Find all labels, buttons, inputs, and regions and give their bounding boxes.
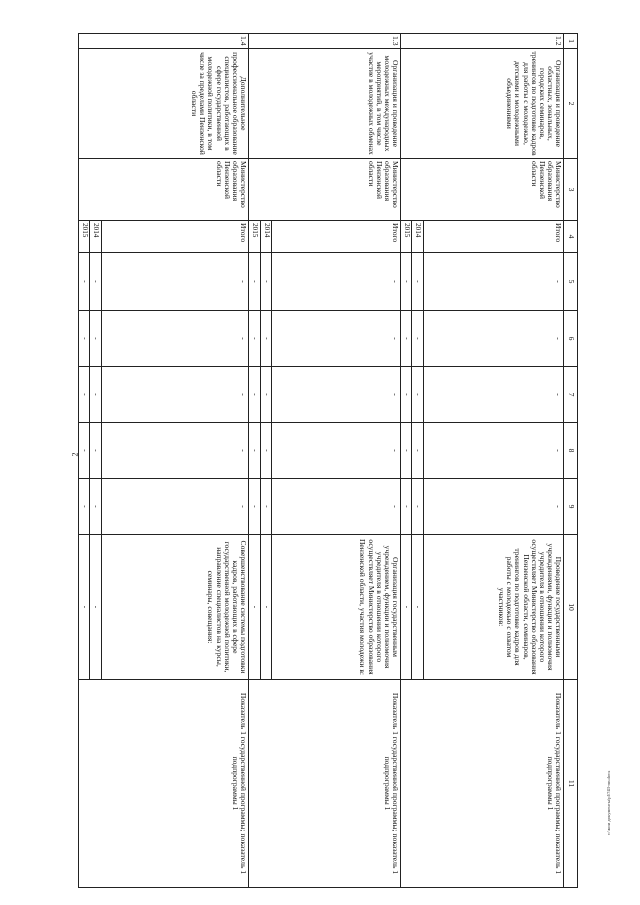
value-cell: - <box>249 311 260 367</box>
value-cell: - <box>90 479 101 535</box>
itogo-cell: Итого <box>101 221 248 253</box>
row-number: 1.4 <box>79 34 249 49</box>
value-cell: - <box>412 479 423 535</box>
result-value-cell: - <box>260 535 271 680</box>
year-cell: 2014 <box>412 221 423 253</box>
col-header: 10 <box>564 535 578 680</box>
value-cell: - <box>90 311 101 367</box>
col-header: 3 <box>564 159 578 221</box>
value-cell: - <box>271 253 400 311</box>
year-cell: 2014 <box>90 221 101 253</box>
value-cell: - <box>423 253 564 311</box>
row-number: 1.2 <box>401 34 564 49</box>
year-cell: 2015 <box>249 221 260 253</box>
value-cell: - <box>101 423 248 479</box>
value-cell: - <box>260 253 271 311</box>
value-cell: - <box>249 253 260 311</box>
row-number: 1.3 <box>249 34 401 49</box>
value-cell: - <box>249 479 260 535</box>
value-cell: - <box>271 423 400 479</box>
executor-cell: Министерство образования Пензенской области <box>249 159 401 221</box>
table-row <box>423 34 564 888</box>
col-header: 2 <box>564 49 578 159</box>
indicator-cell: Показатель 1 государственной программы; показатель 1 подпрограммы 1 <box>401 680 564 888</box>
value-cell: - <box>101 479 248 535</box>
col-header: 5 <box>564 253 578 311</box>
year-cell: 2014 <box>260 221 271 253</box>
value-cell: - <box>101 367 248 423</box>
value-cell: - <box>271 479 400 535</box>
header-row <box>564 34 578 888</box>
result-cell: Совершенствование системы подготовки кадров, работающих в сфере государственной молодежной политики, направление специалистов на курсы, семинары, совещания: <box>101 535 248 680</box>
page-number: 2 <box>70 452 80 457</box>
footer-file-path: c:\мои документы\pl\743-пп.docx <box>606 770 611 835</box>
col-header: 9 <box>564 479 578 535</box>
value-cell: - <box>260 311 271 367</box>
result-value-cell: - <box>401 535 412 680</box>
value-cell: - <box>79 311 90 367</box>
value-cell: - <box>101 311 248 367</box>
result-value-cell: - <box>249 535 260 680</box>
result-value-cell: - <box>79 535 90 680</box>
value-cell: - <box>79 479 90 535</box>
value-cell: - <box>401 253 412 311</box>
value-cell: - <box>90 367 101 423</box>
itogo-cell: Итого <box>271 221 400 253</box>
col-header: 8 <box>564 423 578 479</box>
col-header: 1 <box>564 34 578 49</box>
indicator-cell: Показатель 1 государственной программы; показатель 1 подпрограммы 1 <box>249 680 401 888</box>
col-header: 11 <box>564 680 578 888</box>
value-cell: - <box>412 253 423 311</box>
value-cell: - <box>412 423 423 479</box>
event-cell: Организация и проведение областных, зональных, городских семинаров, тренингов по подготовке кадров для работы с молодежью, детскими и молодежными объединениями <box>401 49 564 159</box>
value-cell: - <box>249 367 260 423</box>
value-cell: - <box>101 253 248 311</box>
executor-cell: Министерство образования Пензенской области <box>401 159 564 221</box>
value-cell: - <box>260 423 271 479</box>
indicator-cell: Показатель 1 государственной программы; показатель 1 подпрограммы 1 <box>79 680 249 888</box>
value-cell: - <box>79 367 90 423</box>
table-row <box>271 34 400 888</box>
col-header: 7 <box>564 367 578 423</box>
event-cell: Организация и проведение молодежных международных мероприятий, в том числе участие в молодежных обменах <box>249 49 401 159</box>
value-cell: - <box>260 367 271 423</box>
result-value-cell: - <box>90 535 101 680</box>
col-header: 4 <box>564 221 578 253</box>
year-cell: 2015 <box>79 221 90 253</box>
value-cell: - <box>423 479 564 535</box>
value-cell: - <box>260 479 271 535</box>
value-cell: - <box>79 253 90 311</box>
value-cell: - <box>423 367 564 423</box>
value-cell: - <box>401 311 412 367</box>
col-header: 6 <box>564 311 578 367</box>
value-cell: - <box>79 423 90 479</box>
result-cell: Проведение государственными учреждениями, функции и полномочия учредителя в отношении которого осуществляет Министерство образования Пензенской области, семинаров, тренингов по подготовке кадров для работы с молодежью с охватом участников: <box>423 535 564 680</box>
executor-cell: Министерство образования Пензенской области <box>79 159 249 221</box>
value-cell: - <box>249 423 260 479</box>
value-cell: - <box>412 311 423 367</box>
value-cell: - <box>90 423 101 479</box>
value-cell: - <box>401 367 412 423</box>
value-cell: - <box>423 311 564 367</box>
value-cell: - <box>401 479 412 535</box>
value-cell: - <box>271 311 400 367</box>
program-table <box>78 33 578 888</box>
table-row <box>101 34 248 888</box>
rotated-table-container <box>78 33 578 887</box>
result-cell: Организация государственным учреждением, функции и полномочия учредителя в отношении которого осуществляет Министерство образования Пензенской области, участия молодежи в: <box>271 535 400 680</box>
value-cell: - <box>271 367 400 423</box>
value-cell: - <box>423 423 564 479</box>
result-value-cell: - <box>412 535 423 680</box>
value-cell: - <box>401 423 412 479</box>
event-cell: Дополнительное профессиональное образование специалистов, работающих в сфере государственной молодежной политики, в том числе за пределами Пензенской области <box>79 49 249 159</box>
value-cell: - <box>412 367 423 423</box>
year-cell: 2015 <box>401 221 412 253</box>
value-cell: - <box>90 253 101 311</box>
itogo-cell: Итого <box>423 221 564 253</box>
